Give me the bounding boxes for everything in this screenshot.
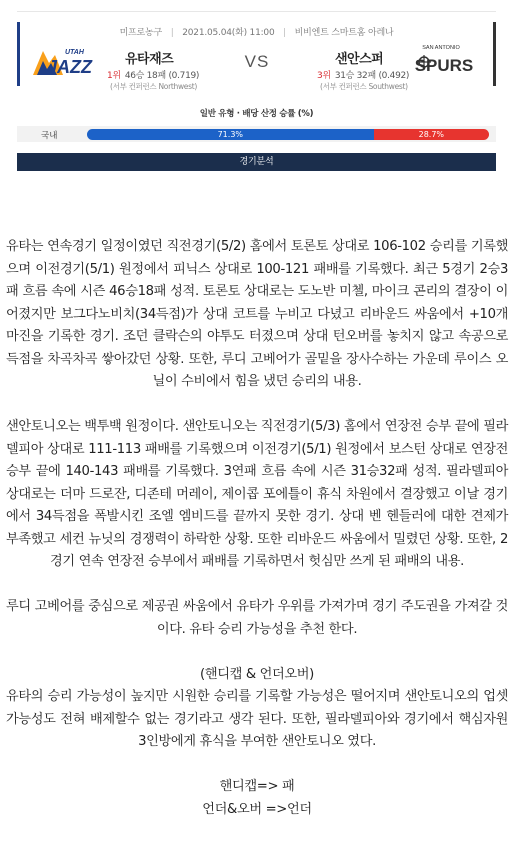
svg-text:JAZZ: JAZZ — [47, 57, 92, 77]
paragraph-prediction: 루디 고베어를 중심으로 제공권 싸움에서 유타가 우위를 가져가며 경기 주도권을 가져갈 것이다. 유타 승리 가능성을 추천 한다. — [6, 599, 508, 637]
home-team-rank: 1위 — [107, 71, 121, 81]
away-team-conference: (서부 컨퍼런스 Southwest) — [320, 82, 408, 91]
home-team-wl: 46승 18패 (0.719) — [124, 71, 200, 81]
vs-label: VS — [244, 52, 270, 71]
league-label: 미프로농구 — [119, 28, 163, 38]
san-antonio-spurs-logo — [398, 41, 484, 79]
utah-jazz-logo — [29, 41, 97, 79]
pick-over-under: 언더&오버 =>언더 — [202, 801, 312, 817]
home-team-name: 유타재즈 — [125, 52, 174, 67]
home-odds-value: 71.3% — [217, 130, 244, 139]
match-meta: 미프로농구 | 2021.05.04(화) 11:00 | 비비엔트 스마트홈 아레나 — [119, 28, 394, 38]
section-header-analysis: 경기분석 — [17, 153, 496, 171]
away-team-record — [317, 68, 409, 81]
match-datetime: 2021.05.04(화) 11:00 — [182, 28, 275, 38]
paragraph-handicap: 유타의 승리 가능성이 높지만 시원한 승리를 기록할 가능성은 떨어지며 샌안토니오의 업셋 가능성도 전혀 배제할수 없는 경기라고 생각 된다. 또한, 필라델피아와 경기에서 핵심자원 3인방에게 휴식을 부여한 샌안토니오 였다. — [6, 689, 508, 749]
away-odds-value: 28.7% — [418, 130, 445, 139]
odds-bar-track — [87, 129, 489, 140]
pick-handicap: 핸디캡=> 패 — [219, 779, 295, 794]
odds-title: 일반 유형 · 배당 산정 승률 (%) — [199, 109, 314, 119]
match-card — [17, 11, 496, 161]
svg-text:SPURS: SPURS — [414, 56, 474, 75]
svg-text:SAN ANTONIO: SAN ANTONIO — [422, 45, 460, 51]
svg-text:UTAH: UTAH — [65, 49, 84, 56]
home-team-record — [107, 68, 199, 81]
card-top-divider — [17, 11, 496, 12]
analysis-article — [6, 236, 508, 821]
paragraph-utah: 유타는 연속경기 일정이였던 직전경기(5/2) 홈에서 토론토 상대로 106-102 승리를 기록했으며 이전경기(5/1) 원정에서 피닉스 상대로 100-121 패배를 기록했다. 최근 5경기 2승3패 흐름 속에 시즌 46승18패 성적. 토론토 상대로는 도노반 미첼, 마이크 콘리의 결장이 이어졌지만 보그다노비치(34득점)가 상대 코트를 누비고 다녔고 리바운드 싸움에서 +10개 마진을 기록한 경기. 조던 클락슨의 야투도 터졌으며 상대 턴오버를 놓치지 않고 속공으로 득점을 차곡차곡 쌓아갔던 상황. 또한, 루디 고베어가 골밑을 장사수하는 가운데 루이스 오닐이 수비에서 힘을 냈던 승리의 내용. — [6, 239, 508, 389]
away-team-wl: 31승 32패 (0.492) — [334, 71, 410, 81]
home-team-conference: (서부 컨퍼런스 Northwest) — [110, 82, 197, 91]
paragraph-san-antonio: 샌안토니오는 백투백 원정이다. 샌안토니오는 직전경기(5/3) 홈에서 연장전 승부 끝에 필라델피아 상대로 111-113 패배를 기록했으며 이전경기(5/1) 원정에서 보스턴 상대로 연장전 승부 끝에 140-143 패배를 기록했다. 3연패 흐름 속에 시즌 31승32패 성적. 필라델피아 상대로는 더마 드로잔, 디존테 머레이, 제이콥 포에틀이 휴식 차원에서 결장했고 이날 경기에서 34득점을 폭발시킨 조엘 엠비드를 끝까지 못한 경기. 상대 벤 헨들러에 대한 견제가 부족했고 세컨 뉴닛의 경쟁력이 하락한 상황. 또한 리바운드 싸움에서 밀렸던 상황. 또한, 2경기 연속 연장전 승부에서 패배를 기록하면서 헛심만 쓰게 된 패배의 내용. — [6, 419, 508, 569]
pick-header: (핸디캡 & 언더오버) — [200, 666, 314, 682]
match-venue: 비비엔트 스마트홈 아레나 — [294, 28, 394, 38]
odds-row — [17, 126, 496, 142]
away-team-rank: 3위 — [317, 71, 331, 81]
odds-row-label: 국내 — [41, 131, 58, 141]
away-team-name: 샌안스퍼 — [335, 52, 384, 67]
